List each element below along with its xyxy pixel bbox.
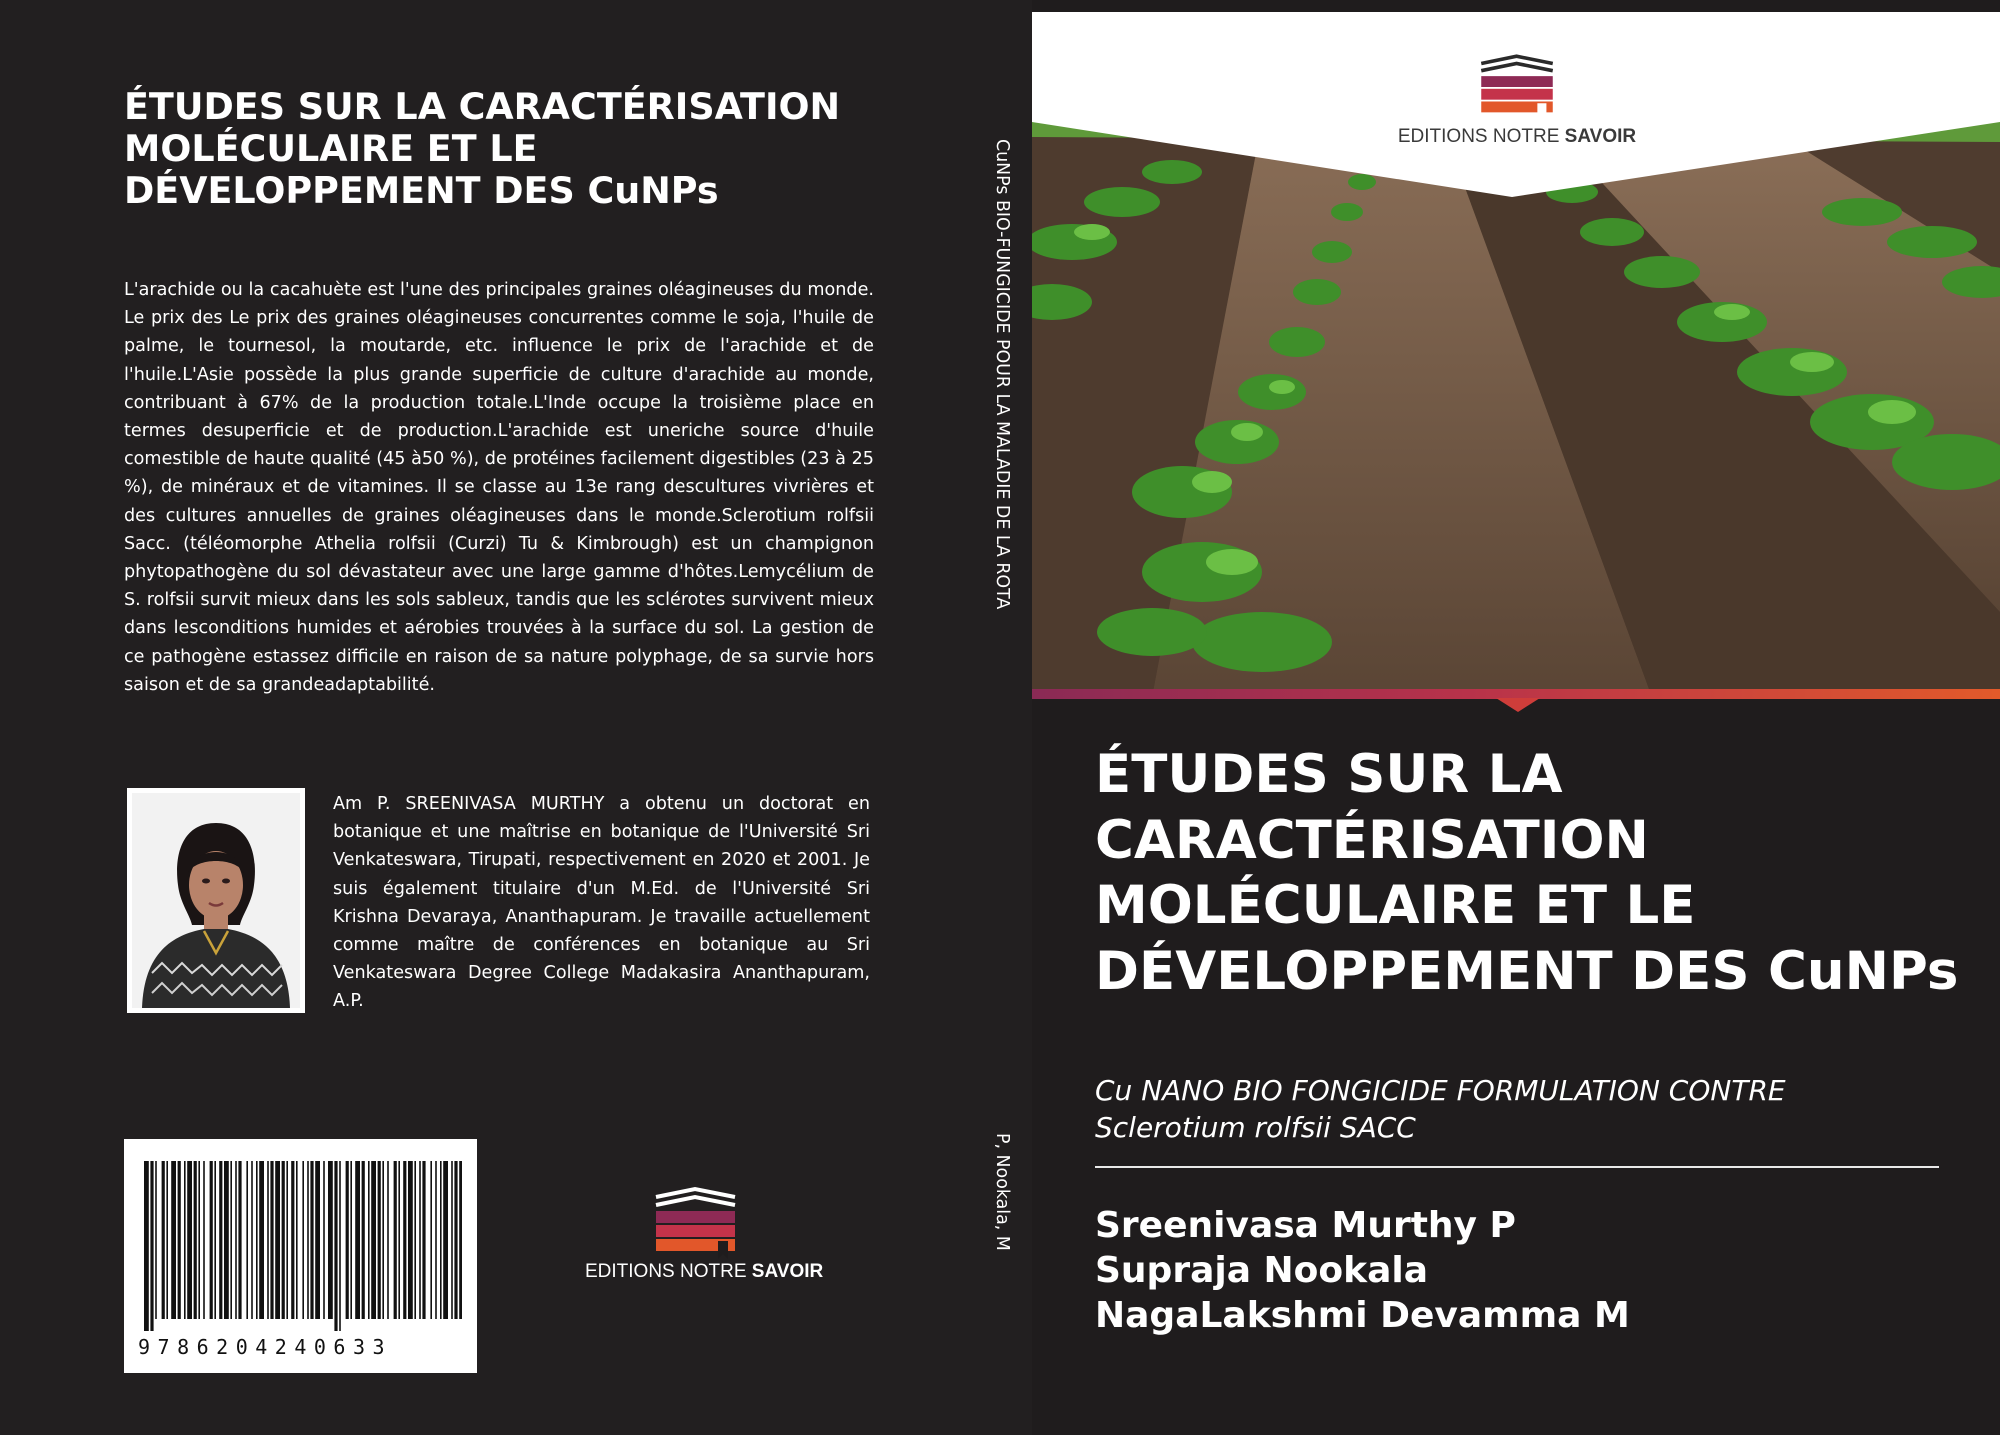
barcode-bar — [435, 1161, 437, 1319]
barcode-bar — [178, 1161, 181, 1319]
barcode-bar — [251, 1161, 253, 1319]
front-cover-subtitle: Cu NANO BIO FONGICIDE FORMULATION CONTRE Sclerotium rolfsii SACC — [1095, 1074, 1786, 1144]
barcode-bar — [296, 1161, 298, 1319]
barcode-bar — [394, 1161, 397, 1319]
book-logo-icon — [648, 1185, 743, 1261]
barcode-bar — [171, 1161, 176, 1319]
author-name: Sreenivasa Murthy P — [1095, 1205, 1516, 1246]
barcode-bar — [235, 1161, 237, 1319]
barcode-bar — [194, 1161, 197, 1319]
barcode-bar — [451, 1161, 453, 1319]
barcode-bar — [155, 1161, 157, 1319]
barcode-bar — [259, 1161, 264, 1319]
barcode-bar — [267, 1161, 269, 1319]
barcode-bar — [238, 1161, 241, 1319]
barcode-bar — [187, 1161, 192, 1319]
barcode-bar — [246, 1161, 248, 1319]
front-publisher-name: EDITIONS NOTRE SAVOIR — [1397, 126, 1637, 147]
barcode-bar — [382, 1161, 384, 1319]
back-cover-summary: L'arachide ou la cacahuète est l'une des principales graines oléagineuses du monde. Le prix des Le prix des graines oléagineuses concurrentes comme le soja, l'huile de palme, le tournesol, la moutarde, etc. influence le prix de l'arachide et de l'huile.L'Asie possède la plus grande superficie de culture d'arachide au monde, contribuant à 67% de la production totale.L'Inde occupe la troisième place en termes desuperficie et de production.L'arachide est uneriche source d'huile comestible de haute qualité (45 à50 %), de protéines facilement digestibles (23 à 25 %), de minéraux et de vitamines. Il se classe au 13e rang descultures vivrières et des cultures annuelles de graines oléagineuses dans le monde.Sclerotium rolfsii Sacc. (téléomorphe Athelia rolfsii (Curzi) Tu & Kimbrough) est un champignon phytopathogène du sol dévastateur avec une large gamme d'hôtes.Lemycélium de S. rolfsii survit mieux dans les sols sableux, tandis que les sclérotes survivent mieux dans lesconditions humides et aérobies trouvées à la surface du sol. La gestion de ce pathogène estassez difficile en raison de sa nature polyphage, de sa survie hors saison et de sa grandeadaptabilité. — [124, 280, 874, 695]
barcode-bar — [398, 1161, 400, 1319]
barcode-bar — [362, 1161, 365, 1319]
barcode-bar — [459, 1161, 462, 1319]
barcode-bar — [282, 1161, 285, 1319]
barcode-bar — [214, 1161, 216, 1319]
barcode-bar — [403, 1161, 406, 1319]
front-publisher-logo — [1332, 52, 1702, 172]
barcode-bar — [440, 1161, 442, 1319]
isbn-number: 9786204240633 — [138, 1335, 393, 1359]
front-cover-title: ÉTUDES SUR LA CARACTÉRISATION MOLÉCULAIRE ET LE DÉVELOPPEMENT DES CuNPs — [1095, 744, 1959, 1002]
barcode-bar — [198, 1161, 200, 1319]
book-logo-icon — [1474, 52, 1560, 122]
barcode-bar — [454, 1161, 457, 1319]
author-bio: Am P. SREENIVASA MURTHY a obtenu un doctorat en botanique et une maîtrise en botanique de l'Université Sri Venkateswara, Tirupati, respectivement en 2020 et 2001. Je suis également titulaire d'un M.Ed. de l'Université Sri Krishna Devaraya, Ananthapuram. Je travaille actuellement comme maître de conférences en botanique au Sri Venkateswara Degree College Madakasira Ananthapuram, A.P. — [333, 794, 870, 1012]
barcode-bar — [286, 1161, 288, 1319]
author-photo — [127, 788, 305, 1013]
author-name: NagaLakshmi Devamma M — [1095, 1295, 1630, 1336]
barcode-bar — [224, 1161, 229, 1319]
barcode-bar — [203, 1161, 205, 1319]
barcode-bar — [419, 1161, 421, 1319]
barcode-bar — [414, 1161, 416, 1319]
barcode-bar — [346, 1161, 349, 1319]
barcode-bar — [307, 1161, 309, 1319]
barcode-bar — [378, 1161, 381, 1319]
barcode-bar — [334, 1161, 337, 1331]
barcode-bar — [144, 1161, 149, 1331]
accent-notch — [1496, 698, 1540, 712]
isbn-barcode — [124, 1139, 477, 1373]
back-publisher-name: EDITIONS NOTRE SAVOIR — [585, 1261, 824, 1282]
barcode-bar — [150, 1161, 153, 1331]
barcode-bar — [350, 1161, 352, 1319]
barcode-bar — [302, 1161, 304, 1319]
barcode-bar — [219, 1161, 222, 1319]
barcode-bar — [368, 1161, 370, 1319]
author-list — [1095, 1203, 1630, 1338]
author-name: Supraja Nookala — [1095, 1250, 1428, 1291]
barcode-bar — [270, 1161, 273, 1319]
barcode-bar — [310, 1161, 313, 1319]
front-cover — [1032, 12, 2000, 1435]
barcode-bar — [275, 1161, 280, 1319]
barcode-bar — [291, 1161, 294, 1319]
barcode-bar — [328, 1161, 333, 1319]
barcode-bar — [162, 1161, 165, 1319]
barcode-bar — [443, 1161, 448, 1319]
barcode-bar — [408, 1161, 413, 1319]
barcode-bar — [323, 1161, 325, 1319]
barcode-bar — [315, 1161, 320, 1319]
barcode-bar — [166, 1161, 168, 1319]
barcode-bar — [184, 1161, 186, 1319]
barcode-bar — [430, 1161, 432, 1319]
barcode-bar — [339, 1161, 341, 1331]
barcode-bar — [371, 1161, 376, 1319]
back-cover-title: ÉTUDES SUR LA CARACTÉRISATION MOLÉCULAIRE ET LE DÉVELOPPEMENT DES CuNPs — [124, 85, 841, 212]
barcode-bar — [387, 1161, 389, 1319]
back-publisher-logo — [585, 1185, 824, 1300]
barcode-bar — [230, 1161, 232, 1319]
barcode-bar — [422, 1161, 425, 1319]
barcode-bar — [256, 1161, 258, 1319]
barcode-bar — [210, 1161, 213, 1319]
barcode-bar — [355, 1161, 360, 1319]
divider — [1095, 1166, 1939, 1168]
